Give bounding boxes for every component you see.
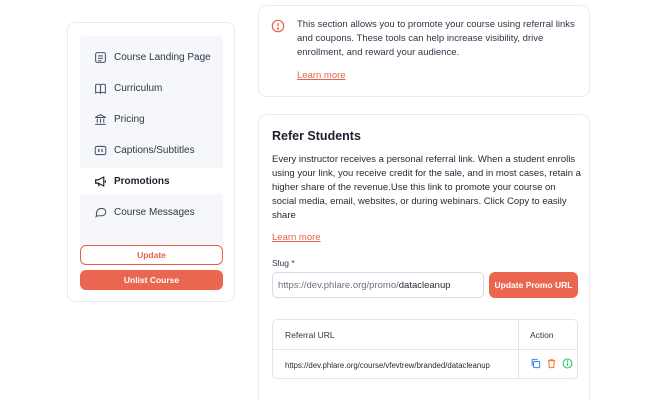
update-promo-url-button[interactable]: Update Promo URL xyxy=(489,272,578,298)
sidebar-item-course-messages[interactable] xyxy=(80,199,223,225)
section-title: Refer Students xyxy=(272,129,361,143)
course-nav xyxy=(80,36,223,246)
chat-bubbles-icon xyxy=(94,206,107,219)
sidebar-item-label: Course Messages xyxy=(114,206,195,218)
referral-url-cell: https://dev.phlare.org/course/vfevtrew/branded/datacleanup xyxy=(285,361,490,370)
info-icon[interactable] xyxy=(562,358,573,369)
referral-url-table xyxy=(272,319,578,379)
book-icon xyxy=(94,82,107,95)
sidebar-item-captions-subtitles[interactable] xyxy=(80,137,223,163)
sidebar-item-pricing[interactable] xyxy=(80,106,223,132)
sidebar-item-promotions[interactable] xyxy=(80,168,223,194)
slug-value: datacleanup xyxy=(398,279,451,291)
megaphone-icon xyxy=(94,175,107,188)
sidebar-item-curriculum[interactable] xyxy=(80,75,223,101)
landing-page-icon xyxy=(94,51,107,64)
refer-description: Every instructor receives a personal referral link. When a student enrolls using your link, you receive credit for the sale, and in most cases, retain a higher share of the revenue.Use this link to promote your course on social media, email, websites, or during webinars. Click Copy to easily share xyxy=(272,154,581,221)
slug-label: Slug * xyxy=(272,258,295,268)
info-text: This section allows you to promote your course using referral links and coupons. These tools can help increase visibility, drive enrollment, and reward your audience. xyxy=(297,19,575,58)
column-header-referral-url: Referral URL xyxy=(285,330,335,340)
row-actions xyxy=(530,358,573,369)
update-button[interactable]: Update xyxy=(80,245,223,265)
slug-prefix: https://dev.phlare.org/promo/ xyxy=(278,279,399,291)
delete-icon[interactable] xyxy=(546,358,557,369)
learn-more-link[interactable]: Learn more xyxy=(297,70,346,81)
promotions-info-card xyxy=(258,5,590,97)
sidebar-item-label: Captions/Subtitles xyxy=(114,144,195,156)
course-sidebar xyxy=(67,22,235,302)
copy-icon[interactable] xyxy=(530,358,541,369)
sidebar-item-label: Curriculum xyxy=(114,82,163,94)
closed-captions-icon xyxy=(94,144,107,157)
table-header xyxy=(273,320,578,350)
learn-more-link[interactable]: Learn more xyxy=(272,232,321,243)
alert-circle-icon xyxy=(271,19,285,33)
sidebar-item-label: Promotions xyxy=(114,175,170,187)
column-header-action: Action xyxy=(530,330,554,340)
refer-students-card xyxy=(258,114,590,400)
sidebar-item-label: Course Landing Page xyxy=(114,51,211,63)
bank-icon xyxy=(94,113,107,126)
unlist-course-button[interactable]: Unlist Course xyxy=(80,270,223,290)
sidebar-item-course-landing-page[interactable] xyxy=(80,44,223,70)
sidebar-item-label: Pricing xyxy=(114,113,145,125)
slug-input[interactable] xyxy=(272,272,484,298)
column-divider xyxy=(518,320,519,379)
